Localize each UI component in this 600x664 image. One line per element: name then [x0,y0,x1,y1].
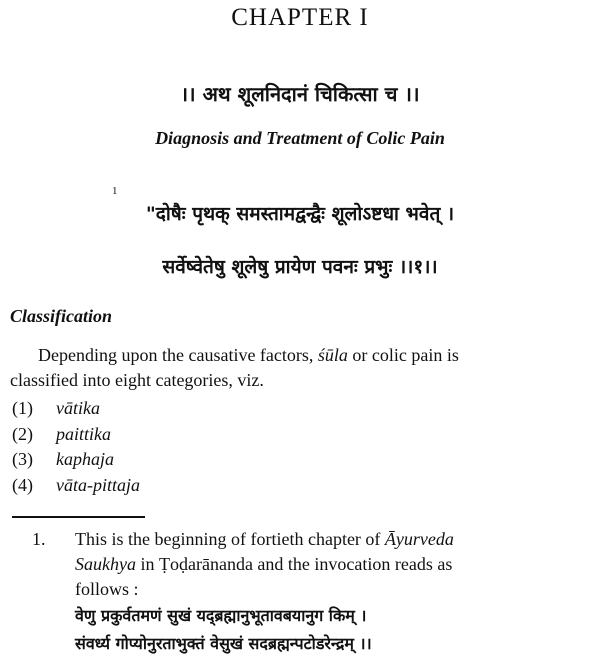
verse-line-1: "दोषैः पृथक् समस्तामद्वन्द्वैः शूलोऽष्टधा भवेत् । [145,203,455,225]
footnote-number: 1. [32,529,46,549]
list-term: vātika [56,398,100,418]
list-term: vāta-pittaja [56,474,140,495]
list-number: (4) [12,474,33,495]
footnote-verse-2: संवर्ध्य गोप्योनुरताभुक्तं वेसुखं सदब्रह्मन्पटोडरेन्द्रम् ।। [75,634,372,653]
chapter-heading: CHAPTER I [231,4,369,31]
list-term: paittika [56,423,111,444]
footnote-text: in Ṭoḍarānanda and the invocation reads as [135,554,453,574]
footnote-divider [12,516,145,518]
list-number: (1) [12,398,33,418]
list-number: (3) [12,449,33,469]
footnote-line-1 [75,529,454,550]
list-item [12,475,140,501]
footnote-text: This is the beginning of fortieth chapter of [75,529,385,549]
sanskrit-title: ।। अथ शूलनिदानं चिकित्सा च ।। [180,82,420,106]
classification-list [12,398,140,500]
list-item [12,449,140,475]
section-heading: Classification [10,306,113,326]
paragraph-line-1 [38,345,459,366]
footnote-line-2 [75,554,452,575]
paragraph-text: Depending upon the causative factors, [38,345,318,365]
footnote-term: Saukhya [75,554,136,574]
list-term: kaphaja [56,449,114,469]
list-item [12,398,140,424]
footnote-term: Āyurveda [384,529,454,549]
paragraph-line-2: classified into eight categories, viz. [10,370,264,390]
list-item [12,424,140,450]
footnote-verse-1: वेणु प्रकुर्वतमणं सुखं यद्ब्रह्मानुभूतावबयानुग किम् । [75,606,367,625]
list-number: (2) [12,423,33,444]
english-title: Diagnosis and Treatment of Colic Pain [155,128,445,148]
verse-line-2: सर्वेष्वेतेषु शूलेषु प्रायेण पवनः प्रभुः ।।१।। [162,256,438,278]
paragraph-term: śūla [317,345,348,365]
footnote-marker: 1 [112,185,118,197]
footnote-line-3: follows : [75,579,139,599]
paragraph-text: or colic pain is [347,345,459,365]
